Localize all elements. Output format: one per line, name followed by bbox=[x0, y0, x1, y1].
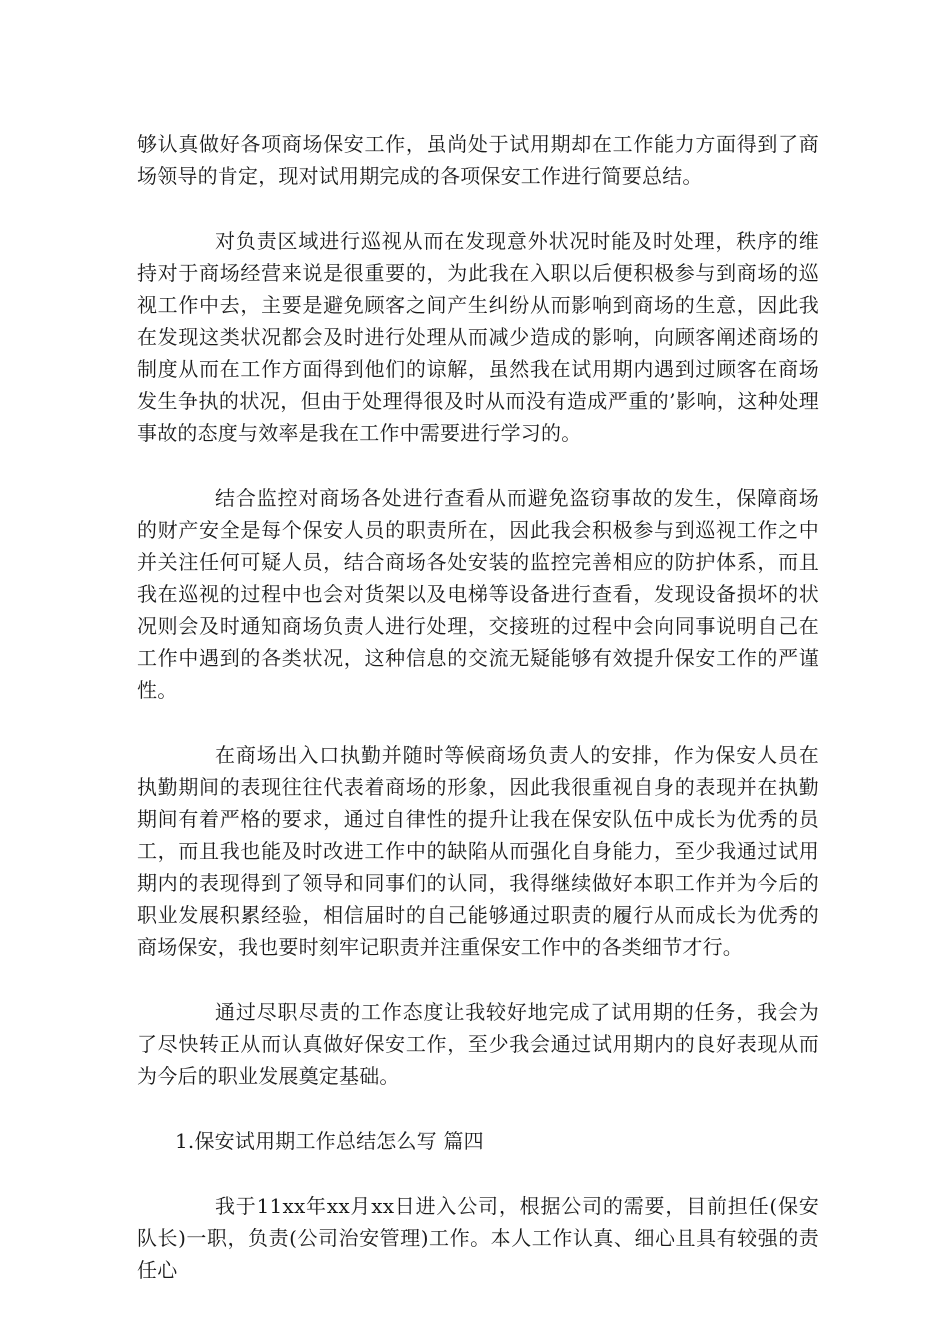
paragraph-2: 对负责区域进行巡视从而在发现意外状况时能及时处理，秩序的维持对于商场经营来说是很重要的，为此我在入职以后便积极参与到商场的巡视工作中去，主要是避免顾客之间产生纠纷从而影响到商场的生意，因此我在发现这类状况都会及时进行处理从而减少造成的影响，向顾客阐述商场的制度从而在工作方面得到他们的谅解，虽然我在试用期内遇到过顾客在商场发生争执的状况，但由于处理得很及时从而没有造成严重的’影响，这种处理事故的态度与效率是我在工作中需要进行学习的。 bbox=[137, 229, 819, 445]
paragraph-6: 我于11xx年xx月xx日进入公司，根据公司的需要，目前担任(保安队长)一职，负责(公司治安管理)工作。本人工作认真、细心且具有较强的责任心 bbox=[137, 1194, 819, 1282]
paragraph-3: 结合监控对商场各处进行查看从而避免盗窃事故的发生，保障商场的财产安全是每个保安人员的职责所在，因此我会积极参与到巡视工作之中并关注任何可疑人员，结合商场各处安装的监控完善相应的防护体系，而且我在巡视的过程中也会对货架以及电梯等设备进行查看，发现设备损坏的状况则会及时通知商场负责人进行处理，交接班的过程中会向同事说明自己在工作中遇到的各类状况，这种信息的交流无疑能够有效提升保安工作的严谨性。 bbox=[137, 486, 819, 702]
paragraph-4: 在商场出入口执勤并随时等候商场负责人的安排，作为保安人员在执勤期间的表现往往代表着商场的形象，因此我很重视自身的表现并在执勤期间有着严格的要求，通过自律性的提升让我在保安队伍中成长为优秀的员工，而且我也能及时改进工作中的缺陷从而强化自身能力，至少我通过试用期内的表现得到了领导和同事们的认同，我得继续做好本职工作并为今后的职业发展积累经验，相信届时的自己能够通过职责的履行从而成长为优秀的商场保安，我也要时刻牢记职责并注重保安工作中的各类细节才行。 bbox=[137, 743, 819, 959]
document-body bbox=[137, 128, 819, 1319]
paragraph-1: 够认真做好各项商场保安工作，虽尚处于试用期却在工作能力方面得到了商场领导的肯定，现对试用期完成的各项保安工作进行简要总结。 bbox=[137, 132, 819, 188]
section-heading: 1.保安试用期工作总结怎么写 篇四 bbox=[175, 1129, 484, 1153]
paragraph-5: 通过尽职尽责的工作态度让我较好地完成了试用期的任务，我会为了尽快转正从而认真做好保安工作，至少我会通过试用期内的良好表现从而为今后的职业发展奠定基础。 bbox=[137, 1000, 819, 1088]
